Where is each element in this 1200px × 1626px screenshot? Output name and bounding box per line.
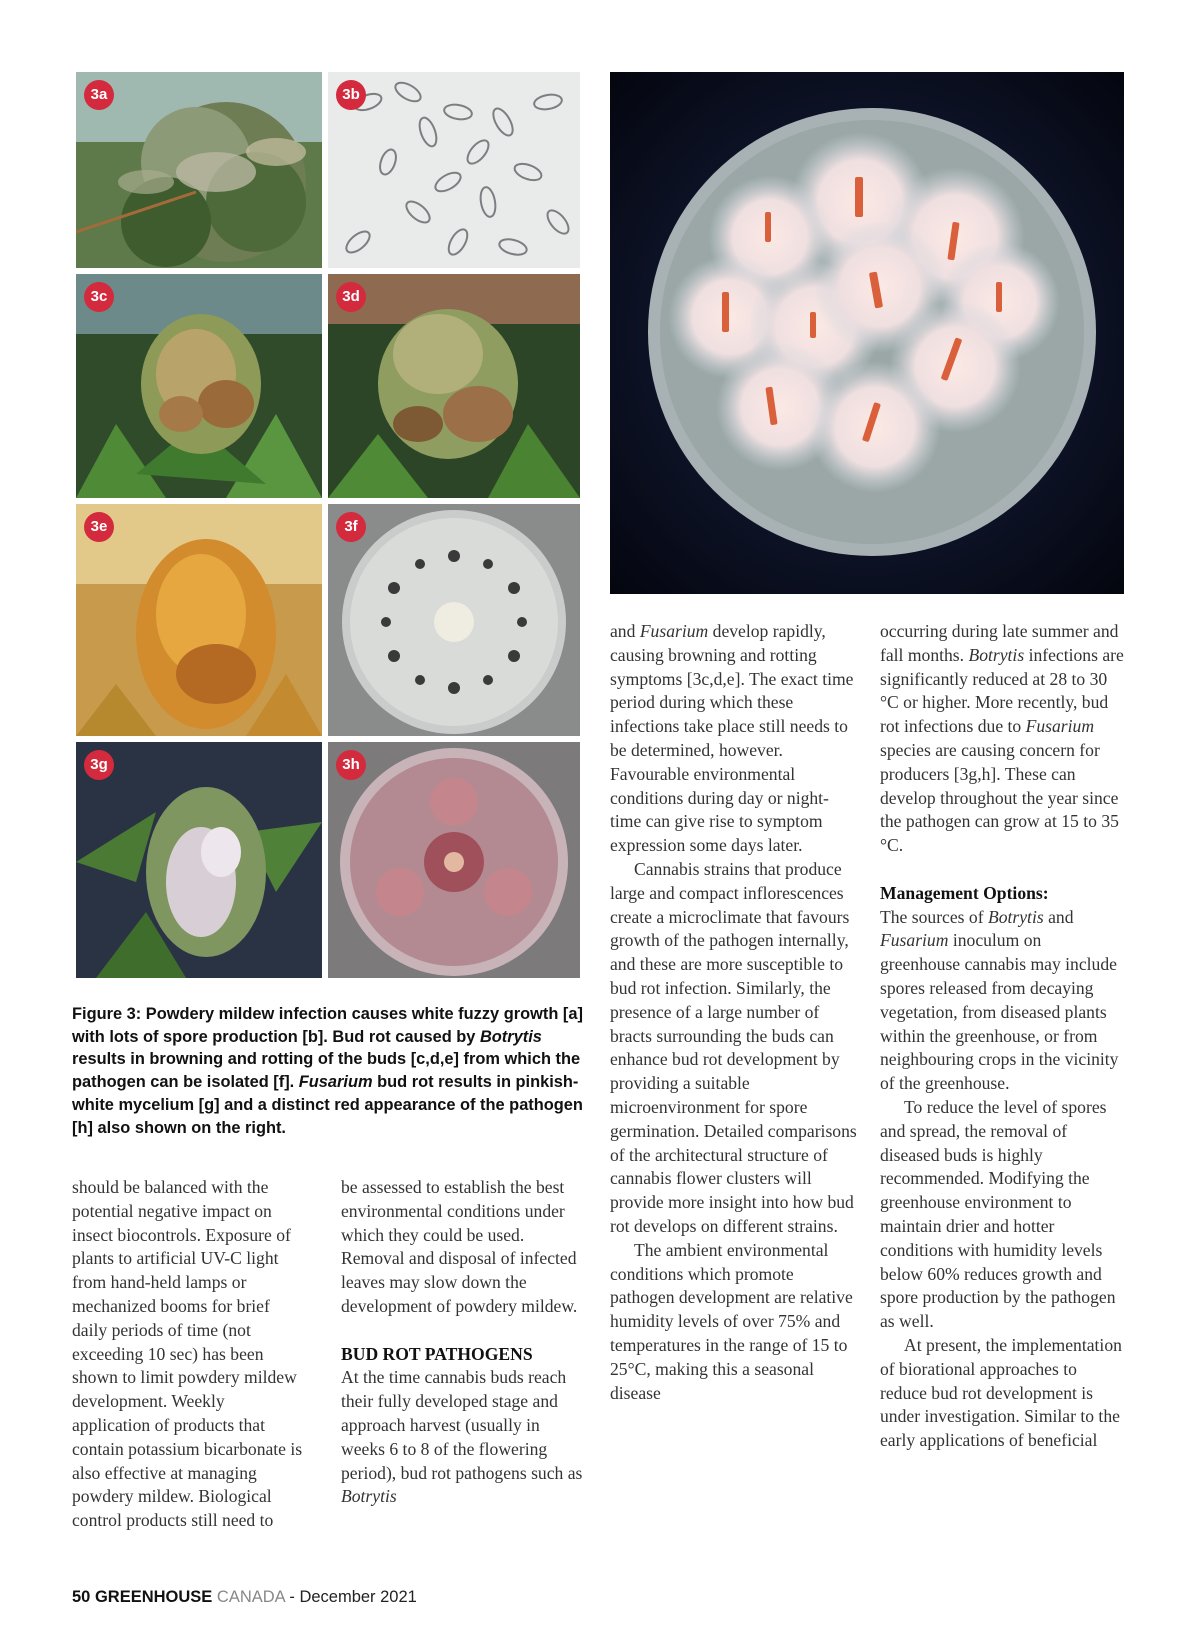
article-column-1 <box>72 1176 304 1533</box>
paragraph: The sources of Botrytis and Fusarium inoculum on greenhouse cannabis may include spores released from decaying vegetation, from diseased plants within the greenhouse, or from neighbouring crops in the vicinity of the greenhouse. <box>880 906 1119 1094</box>
article-column-2 <box>341 1176 585 1509</box>
magazine-brand: GREENHOUSE <box>94 1588 213 1606</box>
paragraph: At present, the implementation of biorational approaches to reduce bud rot development is under investigation. Similar to the early applications of beneficial <box>880 1334 1122 1451</box>
paragraph: should be balanced with the potential negative impact on insect biocontrols. Exposure of plants to artificial UV-C light from hand-held lamps or mechanized booms for brief daily periods of time (not exceeding 10 sec) has been shown to limit powdery mildew development. Weekly application of products that contain potassium bicarbonate is also effective at managing powdery mildew. Biological control products still need to <box>72 1177 303 1531</box>
photo-3g-fusarium-bud <box>76 742 322 978</box>
photo-3f-botrytis-culture-dish <box>328 504 580 736</box>
paragraph: At the time cannabis buds reach their fully developed stage and approach harvest (usually in weeks 6 to 8 of the flowering period), bud rot pathogens such as Botrytis <box>341 1367 583 1507</box>
photo-fusarium-petri-dish <box>610 72 1124 594</box>
panel-label-3b: 3b <box>336 80 366 110</box>
photo-3d-botrytis-bud <box>328 274 580 498</box>
paragraph: and Fusarium develop rapidly, causing browning and rotting symptoms [3c,d,e]. The exact time period during which these infections take place still needs to be determined, however. Favourable environmental conditions during day or night-time can give rise to symptom expression some days later. <box>610 621 854 856</box>
paragraph: occurring during late summer and fall months. Botrytis infections are significantly reduced at 28 to 30 °C or higher. More recently, bud rot infections due to Fusarium species are causing concern for producers [3g,h]. These can develop throughout the year since the pathogen can grow at 15 to 35 °C. <box>880 621 1124 856</box>
photo-3a-powdery-mildew-plant <box>76 72 322 268</box>
paragraph: be assessed to establish the best environmental conditions under which they could be used. Removal and disposal of infected leaves may slow down the development of powdery mildew. <box>341 1177 578 1316</box>
paragraph: To reduce the level of spores and spread, the removal of diseased buds is highly recommended. Modifying the greenhouse environment to maintain drier and hotter conditions with humidity levels below 60% reduces growth and spore production by the pathogen as well. <box>880 1096 1116 1332</box>
photo-3c-botrytis-bud <box>76 274 322 498</box>
paragraph: The ambient environmental conditions which promote pathogen development are relative humidity levels of over 75% and temperatures in the range of 15 to 25°C, making this a seasonal disease <box>610 1239 853 1403</box>
photo-3b-spores-microscope <box>328 72 580 268</box>
page-number: 50 <box>72 1588 91 1606</box>
magazine-brand-canada: CANADA <box>216 1588 285 1606</box>
panel-label-3h: 3h <box>336 750 366 780</box>
figure-caption: Figure 3: Powdery mildew infection causes white fuzzy growth [a] with lots of spore production [b]. Bud rot caused by Botrytis results in browning and rotting of the buds [c,d,e] from which the pathogen can be isolated [f]. Fusarium bud rot results in pinkish-white mycelium [g] and a distinct red appearance of the pathogen [h] also shown on the right. <box>72 1005 583 1137</box>
paragraph: Cannabis strains that produce large and compact inflorescences create a microclimate that favours growth of the pathogen internally, and these are more susceptible to bud rot infection. Similarly, the presence of a large number of bracts surrounding the buds can enhance bud rot development by providing a suitable microenvironment for spore germination. Detailed comparisons of the architectural structure of cannabis flower clusters will provide more insight into how bud rot develops on different strains. <box>610 858 857 1236</box>
article-column-4 <box>880 620 1124 1453</box>
page-footer <box>72 1588 417 1607</box>
panel-label-3a: 3a <box>84 80 114 110</box>
section-heading-bud-rot: BUD ROT PATHOGENS <box>341 1343 533 1364</box>
panel-label-3c: 3c <box>84 282 114 312</box>
panel-label-3g: 3g <box>84 750 114 780</box>
photo-3e-browning-bud <box>76 504 322 736</box>
article-column-3 <box>610 620 858 1405</box>
photo-3h-fusarium-culture-dish <box>328 742 580 978</box>
section-heading-management: Management Options: <box>880 882 1049 903</box>
panel-label-3e: 3e <box>84 512 114 542</box>
panel-label-3d: 3d <box>336 282 366 312</box>
issue-date: - December 2021 <box>289 1588 417 1606</box>
panel-label-3f: 3f <box>336 512 366 542</box>
